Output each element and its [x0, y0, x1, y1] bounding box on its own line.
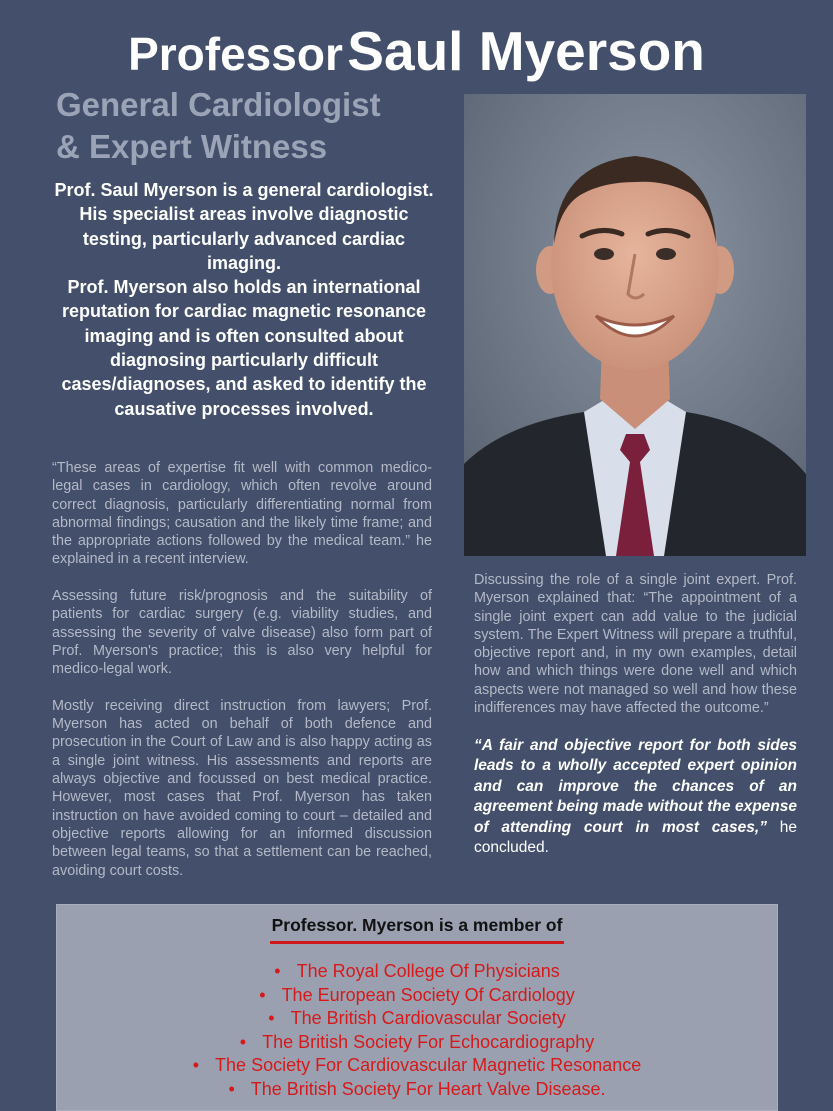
member-organisation: The British Society For Echocardiography — [262, 1031, 595, 1052]
bullet: • — [259, 984, 266, 1005]
closing-quote — [474, 736, 797, 859]
intro-block — [54, 178, 434, 421]
intro-paragraph-2: Prof. Myerson also holds an international reputation for cardiac magnetic resonance imaging and is often consulted about diagnosing particularly difficult cases/diagnoses, and asked to identify the causative processes involved. — [61, 277, 427, 419]
membership-title — [57, 915, 777, 944]
member-organisation: The Society For Cardiovascular Magnetic Resonance — [215, 1055, 642, 1075]
list-item — [57, 1054, 777, 1078]
portrait-illustration — [464, 94, 806, 556]
list-item — [57, 960, 777, 984]
left-column-text — [52, 459, 432, 898]
subtitle — [56, 84, 381, 168]
left-paragraph-1: “These areas of expertise fit well with common medico-legal cases in cardiology, which often revolve around correct diagnosis, particularly differentiating normal from abnormal findings; causation and the likely time frame; and the appropriate actions followed by the medical team.” he explained in a recent interview. — [52, 460, 432, 568]
list-item — [57, 984, 777, 1008]
member-organisation: The British Cardiovascular Society — [290, 1008, 566, 1028]
membership-box — [56, 904, 778, 1111]
bullet: • — [239, 1031, 247, 1052]
member-organisation: The Royal College Of Physicians — [296, 961, 560, 981]
intro-paragraph-1: Prof. Saul Myerson is a general cardiologist. His specialist areas involve diagnostic testing, particularly advanced cardiac imaging. — [54, 180, 434, 273]
member-organisation: The European Society Of Cardiology — [281, 984, 575, 1005]
list-item — [57, 1031, 777, 1055]
title-prefix: Professor — [128, 28, 343, 80]
portrait-photo — [464, 94, 806, 556]
left-paragraph-2: Assessing future risk/prognosis and the suitability of patients for cardiac surgery (e.g. viability studies, and assessing the severity of valve disease) also form part of Prof. Myerson's practice; this is also very helpful for medico-legal work. — [52, 588, 432, 678]
membership-list — [57, 960, 777, 1101]
right-column-text — [474, 571, 797, 859]
quote-tail: he concluded. — [474, 818, 797, 857]
member-organisation: The British Society For Heart Valve Disease. — [250, 1078, 606, 1099]
quote-text: “A fair and objective report for both sides leads to a wholly accepted expert opinion and can improve the chances of an agreement being made without the expense of attending court in most cases,” — [474, 736, 797, 836]
membership-title-text: Professor. Myerson is a member of — [270, 915, 565, 944]
subtitle-line-1: General Cardiologist — [56, 86, 381, 123]
left-paragraph-3: Mostly receiving direct instruction from lawyers; Prof. Myerson has acted on behalf of both defence and prosecution in the Court of Law and is also happy acting as a single joint witness. His assessments and reports are always objective and focussed on best medical practice. However, most cases that Prof. Myerson has taken instruction on have avoided coming to court – detailed and objective reports allowing for an informed discussion between legal teams, so that a settlement can be reached, avoiding court costs. — [52, 697, 432, 879]
subtitle-line-2: & Expert Witness — [56, 128, 328, 165]
right-paragraph-1: Discussing the role of a single joint expert. Prof. Myerson explained that: “The appointment of a single joint expert can add value to the judicial system. The Expert Witness will prepare a truthful, objective report and, in my own examples, detail how and which things were done well and which aspects were not managed so well and how these indifferences may have affected the outcome.” — [474, 572, 797, 717]
bullet: • — [274, 961, 281, 981]
list-item — [57, 1078, 777, 1102]
bullet: • — [192, 1055, 200, 1075]
bullet: • — [268, 1008, 275, 1028]
page-title — [0, 20, 833, 82]
bullet: • — [228, 1078, 235, 1099]
list-item — [57, 1007, 777, 1031]
title-name: Saul Myerson — [347, 20, 705, 82]
